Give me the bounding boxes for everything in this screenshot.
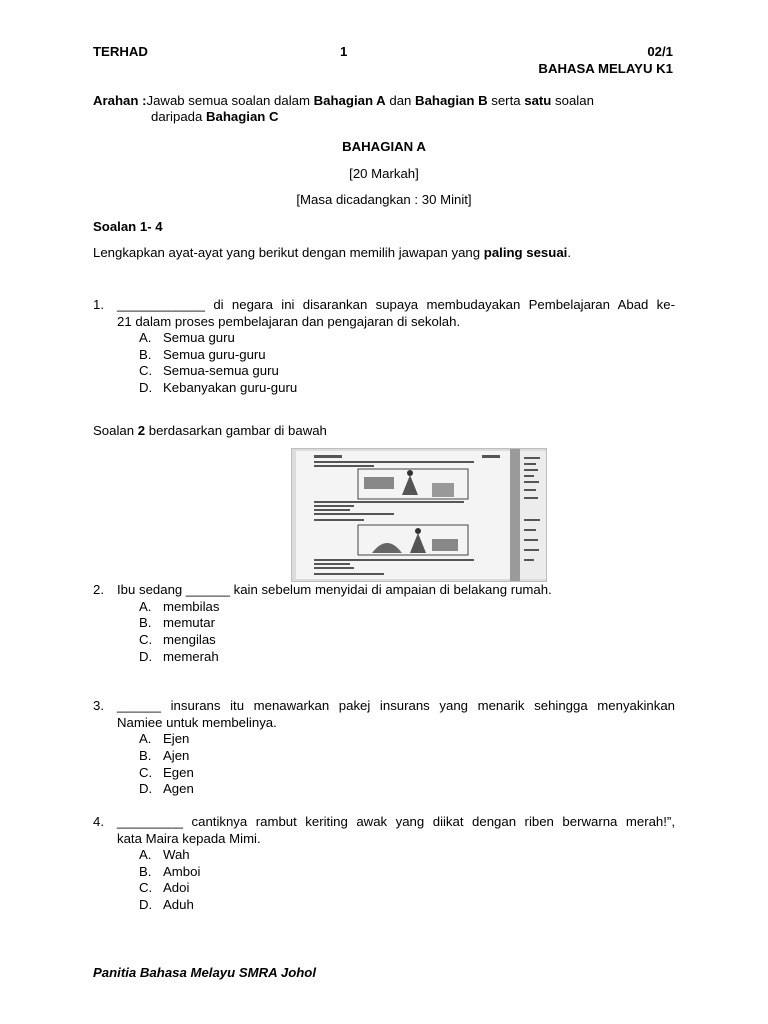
- option-letter: C.: [139, 765, 153, 780]
- instruction-text: Jawab semua soalan dalam: [146, 93, 314, 108]
- option-letter: A.: [139, 731, 152, 746]
- instruction-bold: satu: [524, 93, 552, 108]
- instruction-text: .: [567, 245, 571, 260]
- option-letter: D.: [139, 897, 153, 912]
- answer-option: [139, 897, 194, 912]
- answer-option: [139, 615, 215, 630]
- answer-option: [139, 880, 189, 895]
- option-text: Ajen: [163, 748, 190, 763]
- instruction-line-2: [151, 109, 279, 124]
- option-text: Adoi: [163, 880, 190, 895]
- instruction-text: Lengkapkan ayat-ayat yang berikut dengan memilih jawapan yang: [93, 245, 484, 260]
- question-group-instruction: [93, 245, 571, 260]
- answer-option: [139, 649, 219, 664]
- instruction-text: berdasarkan gambar di bawah: [145, 423, 327, 438]
- instruction-line-1: [93, 93, 594, 108]
- answer-option: [139, 864, 200, 879]
- section-time: [Masa dicadangkan : 30 Minit]: [296, 192, 472, 207]
- instruction-text: serta: [487, 93, 525, 108]
- option-letter: B.: [139, 748, 152, 763]
- answer-option: [139, 599, 219, 614]
- instruction-text: soalan: [551, 93, 594, 108]
- question-number: 2.: [93, 582, 104, 597]
- answer-option: [139, 330, 235, 345]
- section-marks: [20 Markah]: [349, 166, 419, 181]
- option-text: membilas: [163, 599, 220, 614]
- option-letter: A.: [139, 330, 152, 345]
- instruction-bold: paling sesuai: [483, 245, 568, 260]
- option-letter: B.: [139, 864, 152, 879]
- question-text: kata Maira kepada Mimi.: [117, 831, 261, 846]
- answer-option: [139, 748, 189, 763]
- instruction-label: Arahan :: [93, 93, 147, 108]
- page-number: 1: [340, 44, 348, 59]
- answer-option: [139, 765, 194, 780]
- section-title: BAHAGIAN A: [342, 139, 426, 154]
- option-letter: A.: [139, 847, 152, 862]
- answer-option: [139, 347, 266, 362]
- option-text: Wah: [163, 847, 190, 862]
- question-group-title: Soalan 1- 4: [93, 219, 163, 234]
- option-text: memutar: [163, 615, 216, 630]
- instruction-bold: Bahagian A: [313, 93, 386, 108]
- question-text: Namiee untuk membelinya.: [117, 715, 277, 730]
- instruction-text: Soalan: [93, 423, 138, 438]
- option-letter: D.: [139, 380, 153, 395]
- answer-option: [139, 847, 190, 862]
- option-text: Kebanyakan guru-guru: [163, 380, 298, 395]
- instruction-bold: Bahagian B: [415, 93, 488, 108]
- option-letter: B.: [139, 347, 152, 362]
- option-text: Ejen: [163, 731, 190, 746]
- answer-option: [139, 632, 216, 647]
- option-letter: C.: [139, 363, 153, 378]
- question-text: 21 dalam proses pembelajaran dan pengajaran di sekolah.: [117, 314, 461, 329]
- option-letter: D.: [139, 649, 153, 664]
- answer-option: [139, 380, 297, 395]
- subject-title: BAHASA MELAYU K1: [538, 61, 673, 76]
- question-text: ____________ di negara ini disarankan supaya membudayakan Pembelajaran Abad ke-: [117, 297, 675, 312]
- option-text: Agen: [163, 781, 194, 796]
- instruction-bold: Bahagian C: [206, 109, 279, 124]
- question-text: Ibu sedang ______ kain sebelum menyidai di ampaian di belakang rumah.: [117, 582, 552, 597]
- answer-option: [139, 363, 279, 378]
- option-text: Semua guru-guru: [163, 347, 266, 362]
- answer-option: [139, 731, 189, 746]
- instruction-bold: 2: [137, 423, 146, 438]
- option-text: memerah: [163, 649, 219, 664]
- option-text: mengilas: [163, 632, 216, 647]
- option-letter: C.: [139, 632, 153, 647]
- option-letter: A.: [139, 599, 152, 614]
- footer: Panitia Bahasa Melayu SMRA Johol: [93, 965, 317, 980]
- option-letter: C.: [139, 880, 153, 895]
- option-text: Aduh: [163, 897, 194, 912]
- option-text: Amboi: [163, 864, 201, 879]
- question-number: 1.: [93, 297, 104, 312]
- option-text: Egen: [163, 765, 194, 780]
- option-letter: D.: [139, 781, 153, 796]
- question-number: 4.: [93, 814, 104, 829]
- option-letter: B.: [139, 615, 152, 630]
- question-text: ______ insurans itu menawarkan pakej insurans yang menarik sehingga menyakinkan: [117, 698, 675, 713]
- question-number: 3.: [93, 698, 104, 713]
- header-classification: TERHAD: [93, 44, 148, 59]
- instruction-text: dan: [385, 93, 416, 108]
- textbook-photo-illustration: [292, 449, 546, 581]
- question-2-intro: [93, 423, 327, 438]
- textbook-photo: [291, 448, 547, 582]
- question-text: _________ cantiknya rambut keriting awak yang diikat dengan riben berwarna merah!”,: [117, 814, 675, 829]
- paper-code: 02/1: [647, 44, 673, 59]
- option-text: Semua-semua guru: [163, 363, 279, 378]
- option-text: Semua guru: [163, 330, 235, 345]
- instruction-text: daripada: [151, 109, 206, 124]
- answer-option: [139, 781, 194, 796]
